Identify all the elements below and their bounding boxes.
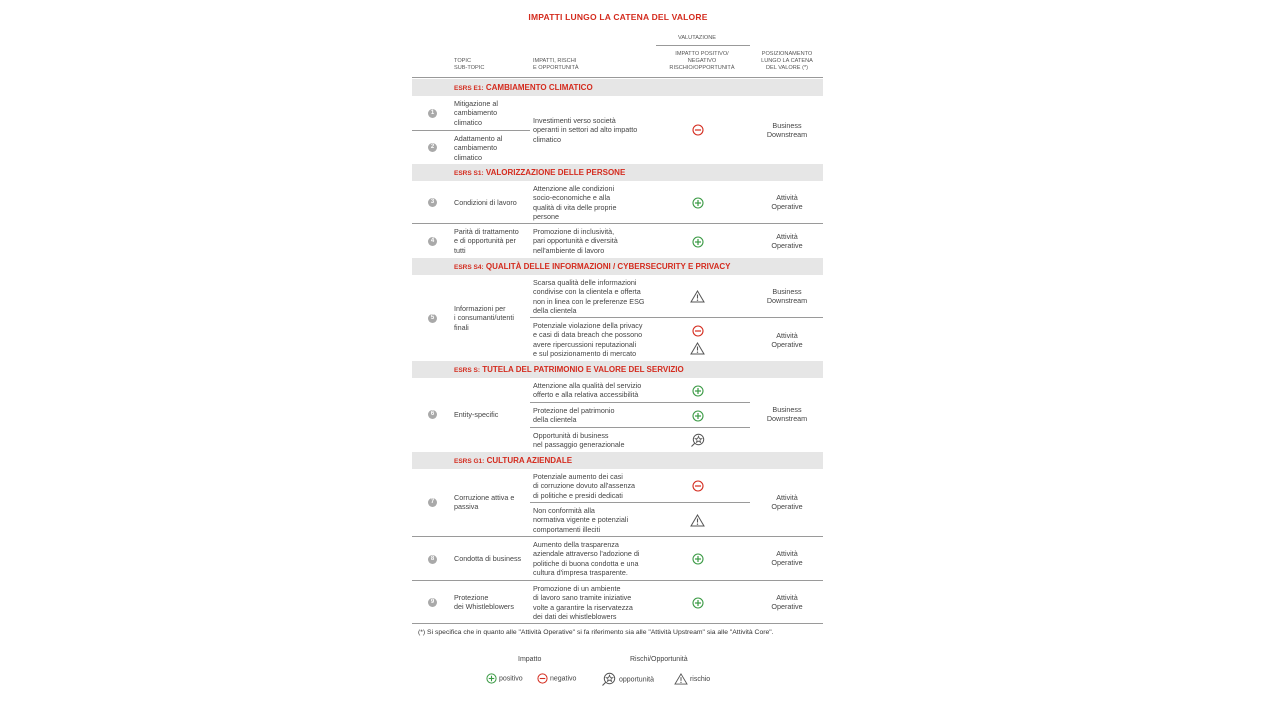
- position-business-downstream: Business Downstream: [766, 287, 808, 306]
- impact-inclusivita: Promozione di inclusività, pari opportunità e diversità nell'ambiente di lavoro: [533, 227, 618, 255]
- row-divider: [530, 402, 750, 403]
- header-posizionamento: POSIZIONAMENTO LUNGO LA CATENA DEL VALORE (*): [761, 51, 813, 71]
- row-number: 6: [428, 410, 437, 419]
- legend-negativo: negativo: [537, 673, 576, 684]
- header-topic: TOPIC SUB-TOPIC: [454, 58, 485, 71]
- topic-condotta: Condotta di business: [454, 554, 522, 563]
- topic-corruzione: Corruzione attiva e passiva: [454, 493, 515, 512]
- position-attivita-operative: Attività Operative: [771, 193, 803, 212]
- impact-investimenti: Investimenti verso società operanti in settori ad alto impatto climatico: [533, 116, 638, 144]
- risk-icon: [690, 290, 705, 303]
- topic-parita: Parità di trattamento e di opportunità per tutti: [454, 227, 519, 255]
- risk-icon: [690, 514, 705, 527]
- header-impatti: IMPATTI, RISCHI E OPPORTUNITÀ: [533, 58, 579, 71]
- footnote: (*) Si specifica che in quanto alle "Attività Operative" si fa riferimento sia alle "Attività Upstream" sia alle "Attività Core".: [418, 629, 774, 636]
- legend-rischi-heading: Rischi/Opportunità: [630, 656, 688, 663]
- position-attivita-operative: Attività Operative: [771, 593, 803, 612]
- table-bottom-line: [412, 623, 823, 624]
- position-business-downstream: Business Downstream: [766, 121, 808, 140]
- impact-scarsa-qualita: Scarsa qualità delle informazioni condivise con la clientela e offerta non in linea con le preferenze ESG della clientela: [533, 278, 645, 316]
- row-number: 1: [428, 109, 437, 118]
- positive-impact-icon: [692, 197, 704, 209]
- legend-rischio: rischio: [674, 673, 710, 685]
- positive-impact-icon: [692, 410, 704, 422]
- impact-privacy: Potenziale violazione della privacy e casi di data breach che possono avere ripercussioni reputazionali e sul posizionamento di mercato: [533, 321, 643, 359]
- row-divider: [530, 427, 750, 428]
- impact-ambiente-sano: Promozione di un ambiente di lavoro sano tramite iniziative volte a garantire la riservatezza dei dati dei whistleblowers: [533, 584, 633, 622]
- positive-impact-icon: [692, 597, 704, 609]
- opportunity-icon: [601, 672, 617, 687]
- impact-corruzione: Potenziale aumento dei casi di corruzione dovuto all'assenza di politiche e presidi dedicati: [533, 472, 636, 500]
- positive-impact-icon: [486, 673, 497, 684]
- header-divider: [656, 45, 750, 46]
- header-valutazione-cols: IMPATTO POSITIVO/ NEGATIVO RISCHIO/OPPORTUNITÀ: [669, 51, 735, 71]
- positive-impact-icon: [692, 236, 704, 248]
- negative-impact-icon: [692, 480, 704, 492]
- position-business-downstream: Business Downstream: [766, 405, 808, 424]
- topic-informazioni: Informazioni per i consumanti/utenti finali: [454, 304, 514, 332]
- row-divider: [412, 580, 823, 581]
- legend-impatto-heading: Impatto: [518, 656, 542, 663]
- row-number: 5: [428, 314, 437, 323]
- header-valutazione: VALUTAZIONE: [678, 35, 717, 41]
- section-s: ESRS S: TUTELA DEL PATRIMONIO E VALORE DEL SERVIZIO: [412, 361, 823, 378]
- row-divider: [530, 502, 750, 503]
- opportunity-icon: [690, 433, 706, 448]
- header-bottom-line: [412, 77, 823, 78]
- document-page: [412, 0, 824, 720]
- position-attivita-operative: Attività Operative: [771, 331, 803, 350]
- row-number: 8: [428, 555, 437, 564]
- impact-protezione-patrimonio: Protezione del patrimonio della clientela: [533, 406, 615, 425]
- topic-adattamento: Adattamento al cambiamento climatico: [454, 134, 503, 162]
- position-attivita-operative: Attività Operative: [771, 493, 803, 512]
- row-divider: [412, 223, 823, 224]
- impact-trasparenza: Aumento della trasparenza aziendale attraverso l'adozione di politiche di buona condotta e una cultura d'impresa trasparente.: [533, 540, 640, 578]
- topic-condizioni-lavoro: Condizioni di lavoro: [454, 198, 517, 207]
- positive-impact-icon: [692, 553, 704, 565]
- legend-opportunita: opportunità: [601, 672, 654, 687]
- topic-whistleblowers: Protezione dei Whistleblowers: [454, 593, 514, 612]
- section-s1: ESRS S1: VALORIZZAZIONE DELLE PERSONE: [412, 164, 823, 181]
- impact-passaggio-generazionale: Opportunità di business nel passaggio generazionale: [533, 431, 625, 450]
- row-number: 2: [428, 143, 437, 152]
- section-g1: ESRS G1: CULTURA AZIENDALE: [412, 452, 823, 469]
- row-number: 4: [428, 237, 437, 246]
- section-e1: ESRS E1: CAMBIAMENTO CLIMATICO: [412, 79, 823, 96]
- negative-impact-icon: [692, 124, 704, 136]
- negative-impact-icon: [537, 673, 548, 684]
- impact-qualita-servizio: Attenzione alla qualità del servizio offerto e alla relativa accessibilità: [533, 381, 642, 400]
- positive-impact-icon: [692, 385, 704, 397]
- page-title: IMPATTI LUNGO LA CATENA DEL VALORE: [528, 12, 708, 22]
- topic-entity-specific: Entity-specific: [454, 410, 499, 419]
- negative-impact-icon: [692, 325, 704, 337]
- row-number: 3: [428, 198, 437, 207]
- impact-condizioni: Attenzione alle condizioni socio-economiche e alla qualità di vita delle proprie persone: [533, 184, 617, 222]
- topic-mitigazione: Mitigazione al cambiamento climatico: [454, 99, 498, 127]
- legend-positivo: positivo: [486, 673, 523, 684]
- risk-icon: [674, 673, 688, 685]
- impact-non-conformita: Non conformità alla normativa vigente e potenziali comportamenti illeciti: [533, 506, 629, 534]
- row-divider: [412, 536, 823, 537]
- row-divider: [530, 317, 823, 318]
- risk-icon: [690, 342, 705, 355]
- row-divider: [412, 130, 530, 131]
- position-attivita-operative: Attività Operative: [771, 232, 803, 251]
- position-attivita-operative: Attività Operative: [771, 549, 803, 568]
- section-s4: ESRS S4: QUALITÀ DELLE INFORMAZIONI / CYBERSECURITY E PRIVACY: [412, 258, 823, 275]
- row-number: 9: [428, 598, 437, 607]
- row-number: 7: [428, 498, 437, 507]
